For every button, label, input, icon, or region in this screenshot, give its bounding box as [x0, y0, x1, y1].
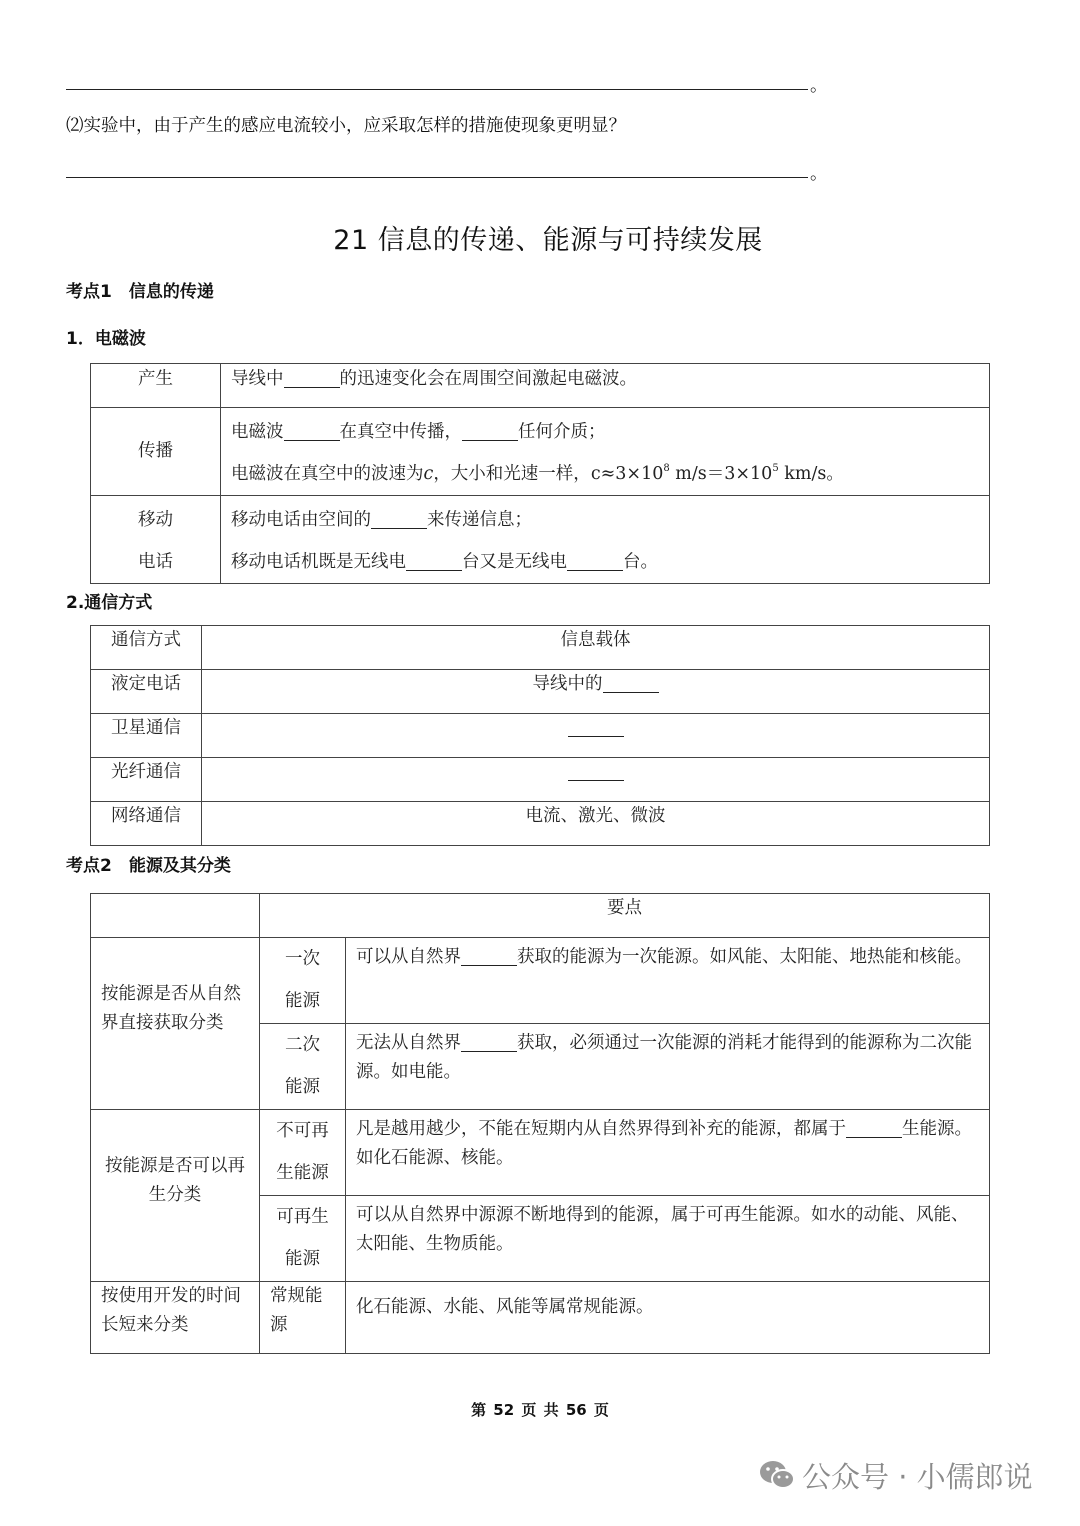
communication-table — [90, 625, 990, 846]
em-row-label: 传播 — [91, 408, 221, 496]
section-2-heading: 2.通信方式 — [66, 593, 153, 613]
energy-sub-label: 不可再 生能源 — [260, 1110, 346, 1196]
page-footer: 第 52 页 共 56 页 — [471, 1401, 609, 1419]
comm-mode: 液定电话 — [91, 670, 202, 714]
comm-carrier: 导线中的 — [202, 670, 990, 714]
chapter-title: 21 信息的传递、能源与可持续发展 — [333, 225, 763, 256]
energy-table — [90, 893, 990, 1354]
energy-text: 化石能源、水能、风能等属常规能源。 — [346, 1282, 990, 1354]
fill-blank — [568, 762, 624, 781]
fill-blank — [846, 1119, 902, 1138]
em-row-text: 移动电话由空间的 来传递信息； 移动电话机既是无线电 台又是无线电 台。 — [221, 496, 990, 584]
comm-carrier: 电流、激光、微波 — [202, 802, 990, 846]
comm-mode: 卫星通信 — [91, 714, 202, 758]
em-row-label: 产生 — [91, 364, 221, 408]
topic-1-heading: 考点1 信息的传递 — [66, 282, 214, 302]
em-row-text: 电磁波 在真空中传播， 任何介质； 电磁波在真空中的波速为c，大小和光速一样，$c\approx 3\times 10^8$ $m/s=3\times 10^5$ km/s。 — [221, 408, 990, 496]
energy-text: 可以从自然界 获取的能源为一次能源。如风能、太阳能、地热能和核能。 — [346, 938, 990, 1024]
em-wave-table — [90, 363, 990, 584]
energy-sub-label: 二次 能源 — [260, 1024, 346, 1110]
fill-blank — [462, 422, 518, 441]
answer-period-2: 。 — [810, 164, 828, 184]
question-2: ⑵实验中，由于产生的感应电流较小，应采取怎样的措施使现象更明显？ — [66, 116, 626, 136]
fill-blank — [461, 1033, 517, 1052]
topic-2-heading: 考点2 能源及其分类 — [66, 856, 231, 876]
em-row-label: 移动 电话 — [91, 496, 221, 584]
wechat-icon — [758, 1458, 796, 1492]
comm-mode: 光纤通信 — [91, 758, 202, 802]
fill-blank — [284, 369, 340, 388]
comm-mode: 网络通信 — [91, 802, 202, 846]
energy-text: 凡是越用越少，不能在短期内从自然界得到补充的能源，都属于 生能源。如化石能源、核能。 — [346, 1110, 990, 1196]
comm-header-mode: 通信方式 — [91, 626, 202, 670]
energy-text: 无法从自然界 获取，必须通过一次能源的消耗才能得到的能源称为二次能源。如电能。 — [346, 1024, 990, 1110]
section-1-heading: 1．电磁波 — [66, 329, 146, 349]
energy-group-label: 按能源是否从自然界直接获取分类 — [91, 938, 260, 1110]
energy-group-label: 按能源是否可以再生分类 — [91, 1110, 260, 1282]
energy-group-label: 按使用开发的时间长短来分类 — [91, 1282, 260, 1354]
comm-carrier — [202, 758, 990, 802]
fill-blank — [567, 552, 623, 571]
answer-line-2 — [66, 177, 808, 178]
energy-header-empty — [91, 894, 260, 938]
watermark-text: 公众号 · 小儒郎说 — [802, 1459, 1033, 1494]
energy-text: 可以从自然界中源源不断地得到的能源，属于可再生能源。如水的动能、风能、太阳能、生物质能。 — [346, 1196, 990, 1282]
energy-sub-label: 可再生 能源 — [260, 1196, 346, 1282]
energy-sub-label: 常规能源 — [260, 1282, 346, 1354]
comm-carrier — [202, 714, 990, 758]
fill-blank — [461, 947, 517, 966]
energy-header: 要点 — [260, 894, 990, 938]
em-row-text: 导线中 的迅速变化会在周围空间激起电磁波。 — [221, 364, 990, 408]
fill-blank — [568, 718, 624, 737]
fill-blank — [603, 674, 659, 693]
energy-sub-label: 一次 能源 — [260, 938, 346, 1024]
fill-blank — [284, 422, 340, 441]
fill-blank — [371, 510, 427, 529]
fill-blank — [406, 552, 462, 571]
watermark — [758, 1452, 1033, 1498]
answer-line-1 — [66, 89, 808, 90]
answer-period-1: 。 — [810, 76, 828, 96]
comm-header-carrier: 信息载体 — [202, 626, 990, 670]
